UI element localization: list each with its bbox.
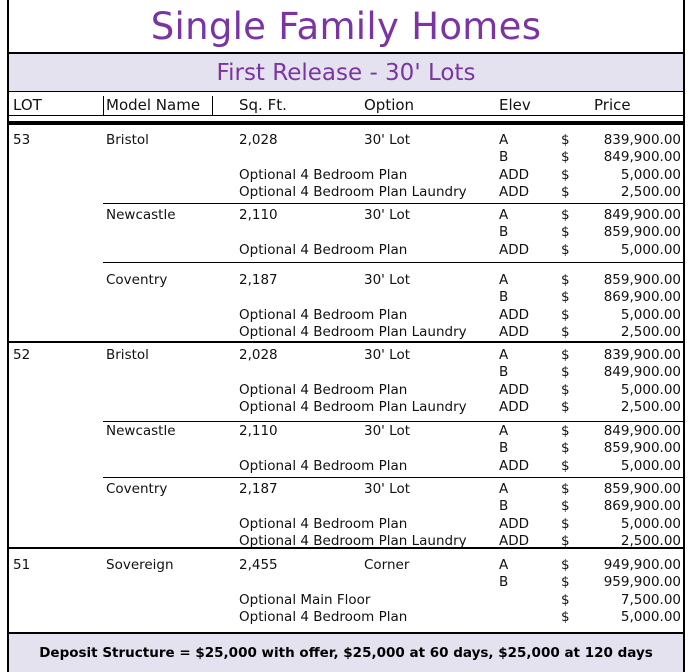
sqft-or-option-label: Optional 4 Bedroom Plan [239, 167, 408, 183]
elevation-cell: A [499, 347, 509, 363]
sqft-or-option-label: Optional 4 Bedroom Plan Laundry [239, 324, 467, 340]
sqft-or-option-label: Optional 4 Bedroom Plan Laundry [239, 399, 467, 415]
price-cell: 859,900.00 [603, 440, 681, 456]
header-sqft: Sq. Ft. [239, 96, 287, 114]
elevation-cell: ADD [499, 242, 530, 258]
release-subtitle: First Release - 30' Lots [216, 59, 476, 86]
currency-symbol: $ [561, 574, 570, 590]
elevation-cell: A [499, 207, 509, 223]
sqft-or-option-label: Optional 4 Bedroom Plan Laundry [239, 533, 467, 549]
currency-symbol: $ [561, 533, 570, 549]
header-divider [212, 96, 213, 116]
currency-symbol: $ [561, 516, 570, 532]
elevation-cell: B [499, 440, 509, 456]
price-cell: 2,500.00 [620, 184, 681, 200]
model-separator-line [103, 477, 683, 478]
option-cell: 30' Lot [364, 132, 411, 148]
model-name: Sovereign [106, 557, 174, 573]
currency-symbol: $ [561, 289, 570, 305]
currency-symbol: $ [561, 458, 570, 474]
title-band [9, 0, 683, 54]
price-cell: 5,000.00 [620, 167, 681, 183]
currency-symbol: $ [561, 149, 570, 165]
currency-symbol: $ [561, 592, 570, 608]
elevation-cell: ADD [499, 458, 530, 474]
option-cell: Corner [364, 557, 410, 573]
price-cell: 839,900.00 [603, 347, 681, 363]
elevation-cell: A [499, 272, 509, 288]
sqft-or-option-label: Optional 4 Bedroom Plan [239, 516, 408, 532]
elevation-cell: ADD [499, 399, 530, 415]
option-cell: 30' Lot [364, 272, 411, 288]
currency-symbol: $ [561, 423, 570, 439]
price-cell: 7,500.00 [620, 592, 681, 608]
price-cell: 5,000.00 [620, 307, 681, 323]
elevation-cell: ADD [499, 307, 530, 323]
currency-symbol: $ [561, 307, 570, 323]
price-sheet [7, 0, 685, 672]
currency-symbol: $ [561, 224, 570, 240]
price-cell: 949,900.00 [603, 557, 681, 573]
elevation-cell: ADD [499, 184, 530, 200]
elevation-cell: A [499, 481, 509, 497]
header-option: Option [364, 96, 415, 114]
currency-symbol: $ [561, 324, 570, 340]
header-thick-rule [9, 121, 683, 125]
sqft-or-option-label: Optional 4 Bedroom Plan [239, 458, 408, 474]
price-cell: 839,900.00 [603, 132, 681, 148]
currency-symbol: $ [561, 347, 570, 363]
header-divider [103, 96, 104, 116]
currency-symbol: $ [561, 498, 570, 514]
elevation-cell: A [499, 423, 509, 439]
deposit-structure: Deposit Structure = $25,000 with offer, $25,000 at 60 days, $25,000 at 120 days [39, 645, 653, 661]
currency-symbol: $ [561, 132, 570, 148]
sqft-or-option-label: 2,028 [239, 132, 278, 148]
lot-separator-line [9, 547, 683, 549]
deposit-footer [9, 632, 683, 672]
elevation-cell: B [499, 289, 509, 305]
price-cell: 869,900.00 [603, 289, 681, 305]
price-cell: 5,000.00 [620, 458, 681, 474]
elevation-cell: A [499, 132, 509, 148]
price-cell: 849,900.00 [603, 423, 681, 439]
sqft-or-option-label: 2,187 [239, 272, 278, 288]
currency-symbol: $ [561, 364, 570, 380]
price-cell: 2,500.00 [620, 399, 681, 415]
model-separator-line [103, 203, 683, 204]
header-model-name: Model Name [106, 96, 201, 114]
currency-symbol: $ [561, 207, 570, 223]
elevation-cell: ADD [499, 533, 530, 549]
sqft-or-option-label: Optional Main Floor [239, 592, 371, 608]
sqft-or-option-label: 2,187 [239, 481, 278, 497]
header-elev: Elev [499, 96, 531, 114]
elevation-cell: ADD [499, 167, 530, 183]
elevation-cell: ADD [499, 382, 530, 398]
model-name: Newcastle [106, 207, 176, 223]
option-cell: 30' Lot [364, 481, 411, 497]
currency-symbol: $ [561, 557, 570, 573]
currency-symbol: $ [561, 382, 570, 398]
option-cell: 30' Lot [364, 423, 411, 439]
currency-symbol: $ [561, 609, 570, 625]
price-cell: 2,500.00 [620, 324, 681, 340]
model-name: Bristol [106, 132, 149, 148]
subtitle-band [9, 54, 683, 92]
lot-separator-line [9, 341, 683, 343]
page-title: Single Family Homes [150, 4, 542, 48]
lot-number: 51 [13, 557, 31, 573]
model-name: Newcastle [106, 423, 176, 439]
price-cell: 849,900.00 [603, 364, 681, 380]
price-cell: 859,900.00 [603, 224, 681, 240]
model-separator-line [103, 262, 683, 263]
price-cell: 5,000.00 [620, 382, 681, 398]
currency-symbol: $ [561, 440, 570, 456]
price-cell: 5,000.00 [620, 609, 681, 625]
price-cell: 5,000.00 [620, 516, 681, 532]
sqft-or-option-label: 2,110 [239, 207, 278, 223]
elevation-cell: A [499, 557, 509, 573]
sqft-or-option-label: Optional 4 Bedroom Plan [239, 382, 408, 398]
price-cell: 869,900.00 [603, 498, 681, 514]
header-lot: LOT [13, 96, 42, 114]
price-cell: 859,900.00 [603, 481, 681, 497]
sqft-or-option-label: Optional 4 Bedroom Plan [239, 242, 408, 258]
header-price: Price [594, 96, 631, 114]
model-separator-line [103, 421, 683, 422]
currency-symbol: $ [561, 481, 570, 497]
sqft-or-option-label: 2,110 [239, 423, 278, 439]
elevation-cell: B [499, 574, 509, 590]
elevation-cell: B [499, 224, 509, 240]
sqft-or-option-label: 2,028 [239, 347, 278, 363]
model-name: Bristol [106, 347, 149, 363]
price-cell: 2,500.00 [620, 533, 681, 549]
currency-symbol: $ [561, 242, 570, 258]
sqft-or-option-label: Optional 4 Bedroom Plan [239, 609, 408, 625]
option-cell: 30' Lot [364, 207, 411, 223]
price-cell: 859,900.00 [603, 272, 681, 288]
elevation-cell: ADD [499, 516, 530, 532]
elevation-cell: ADD [499, 324, 530, 340]
model-name: Coventry [106, 481, 168, 497]
price-cell: 849,900.00 [603, 149, 681, 165]
lot-number: 52 [13, 347, 31, 363]
elevation-cell: B [499, 149, 509, 165]
price-cell: 959,900.00 [603, 574, 681, 590]
sqft-or-option-label: 2,455 [239, 557, 278, 573]
elevation-cell: B [499, 364, 509, 380]
lot-number: 53 [13, 132, 31, 148]
currency-symbol: $ [561, 167, 570, 183]
column-header-row [9, 94, 683, 116]
sqft-or-option-label: Optional 4 Bedroom Plan [239, 307, 408, 323]
currency-symbol: $ [561, 272, 570, 288]
price-cell: 5,000.00 [620, 242, 681, 258]
currency-symbol: $ [561, 184, 570, 200]
currency-symbol: $ [561, 399, 570, 415]
model-name: Coventry [106, 272, 168, 288]
price-cell: 849,900.00 [603, 207, 681, 223]
sqft-or-option-label: Optional 4 Bedroom Plan Laundry [239, 184, 467, 200]
option-cell: 30' Lot [364, 347, 411, 363]
elevation-cell: B [499, 498, 509, 514]
